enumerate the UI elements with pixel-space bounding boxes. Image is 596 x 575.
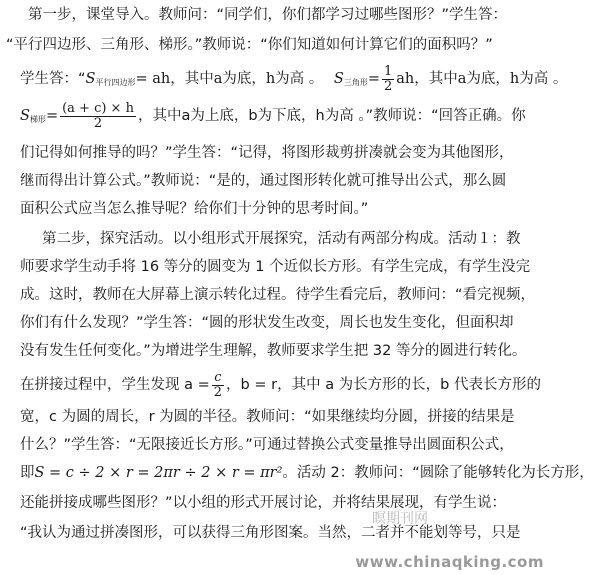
formula-text: = ah，其中a为底，h为高 。 xyxy=(135,71,324,87)
text-line: 们记得如何推导的吗？”学生答：“记得，将图形裁剪拼凑就会变为其他图形， xyxy=(20,145,514,161)
text-fragment: 。活动 2：教师问：“圆除了能够转化为长方形， xyxy=(282,465,594,481)
formula-line-trapezoid xyxy=(0,98,596,134)
fraction-denominator: 2 xyxy=(213,384,223,400)
text-line: 还能拼接成哪些图形？”以小组的形式开展讨论，并将结果展现，有学生说： xyxy=(20,495,507,511)
circle-area-formula: S = c ÷ 2 × r = 2πr ÷ 2 × r = πr² xyxy=(34,465,283,481)
text-line: 继而得出计算公式。”教师说：“是的，通过图形转化就可推导出公式，那么圆 xyxy=(20,173,507,189)
fraction-numerator: 1 xyxy=(384,63,393,79)
formula-line-rectangle xyxy=(0,368,596,402)
formula-line-circle-area xyxy=(0,460,596,486)
text-fragment: ，其中a为上底，b为下底，h为高 。”教师说：“回答正确。你 xyxy=(137,108,526,124)
text-fragment: 即 xyxy=(20,465,35,481)
formula-subscript: 平行四边形 xyxy=(95,78,136,87)
watermark: www.chinaqking.com xyxy=(355,553,544,571)
fraction-denominator: 2 xyxy=(93,115,103,131)
formula-subscript: 梯形 xyxy=(29,115,46,124)
fraction-numerator: c xyxy=(212,371,224,386)
formula-line-area-formulas xyxy=(0,62,596,96)
text-line: 什么？”学生答：“无限接近长方形。”可通过替换公式变量推导出圆面积公式， xyxy=(20,437,514,453)
text-line: 你们有什么发现？”学生答：“圆的形状发生改变，周长也发生变化，但面积却 xyxy=(20,315,514,331)
fraction xyxy=(212,371,224,400)
text-fragment: 在拼接过程中，学生发现 a = xyxy=(20,377,210,393)
text-line: 宽，c 为圆的周长，r 为圆的半径。教师问：“如果继续均分圆，拼接的结果是 xyxy=(20,409,515,425)
text-line: 师要求学生动手将 16 等分的圆变为 1 个近似长方形。有学生完成，有学生没完 xyxy=(20,259,531,275)
text-line: “我认为通过拼凑图形，可以获得三角形图案。当然，二者并不能划等号，只是 xyxy=(20,525,521,541)
formula-symbol: S xyxy=(85,71,96,87)
text-line: 面积公式应当怎么推导呢？给你们十分钟的思考时间。” xyxy=(20,201,369,217)
text-line: “平行四边形、三角形、梯形。”教师说：“你们知道如何计算它们的面积吗？” xyxy=(6,37,493,53)
fraction xyxy=(60,102,136,131)
formula-text: = xyxy=(45,108,59,124)
fraction-numerator: (a + c) × h xyxy=(62,100,134,116)
formula-text: = xyxy=(367,71,380,87)
formula-subscript: 三角形 xyxy=(343,78,368,87)
text-fragment: ，b = r，其中 a 为长方形的长，b 代表长方形的 xyxy=(226,377,541,393)
text-line: 成。这时，教师在大屏幕上演示转化过程。待学生看完后，教师问：“看完视频， xyxy=(20,287,536,303)
formula-symbol: S xyxy=(20,108,30,124)
text-line: 第一步，课堂导入。教师问：“同学们，你们都学习过哪些图形？”学生答： xyxy=(28,7,508,23)
watermark-cn: 瞑期刊网 xyxy=(372,511,428,527)
fraction xyxy=(382,65,394,94)
fraction-denominator: 2 xyxy=(384,78,393,94)
formula-symbol: S xyxy=(333,71,344,87)
text-fragment: 学生答：“ xyxy=(20,71,86,87)
text-line: 没有发生任何变化。”为增进学生理解，教师要求学生把 32 等分的圆进行转化。 xyxy=(20,343,527,359)
text-line: 第二步，探究活动。以小组形式开展探究，活动有两部分构成。活动１：教 xyxy=(42,231,521,247)
formula-text: ah，其中a为底，h为高 。 xyxy=(396,71,568,87)
